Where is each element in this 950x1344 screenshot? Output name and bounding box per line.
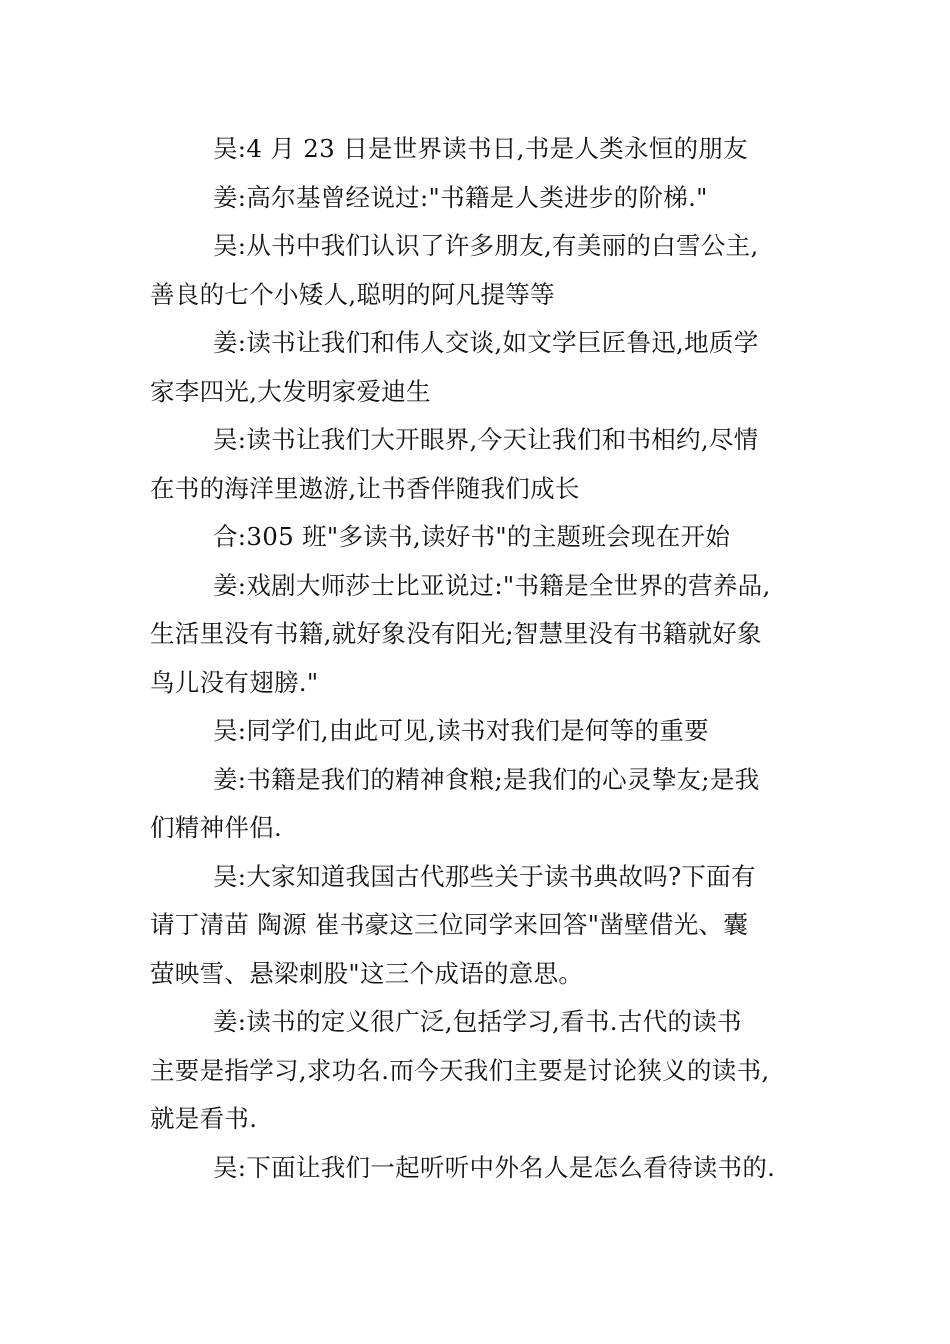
paragraph-line: 在书的海洋里遨游,让书香伴随我们成长 (150, 473, 580, 503)
paragraph (150, 222, 800, 319)
paragraph-line: 合:305 班"多读书,读好书"的主题班会现在开始 (213, 522, 731, 551)
paragraph-line: 姜:读书让我们和伟人交谈,如文学巨匠鲁迅,地质学 (213, 328, 759, 357)
paragraph-line: 吴:同学们,由此可见,读书对我们是何等的重要 (213, 716, 709, 745)
paragraph (150, 707, 800, 756)
paragraph (150, 174, 800, 223)
paragraph-line: 姜:高尔基曾经说过:"书籍是人类进步的阶梯." (213, 182, 708, 212)
paragraph-line: 吴:下面让我们一起听听中外名人是怎么看待读书的. (213, 1152, 776, 1182)
paragraph (150, 853, 800, 999)
paragraph-line: 姜:书籍是我们的精神食粮;是我们的心灵挚友;是我 (213, 764, 760, 794)
paragraph-line: 吴:4 月 23 日是世界读书日,书是人类永恒的朋友 (213, 134, 748, 163)
paragraph-line: 鸟儿没有翅膀." (150, 667, 319, 697)
paragraph-line: 吴:大家知道我国古代那些关于读书典故吗?下面有 (213, 861, 756, 891)
paragraph-line: 家李四光,大发明家爱迪生 (150, 376, 431, 406)
paragraph-line: 生活里没有书籍,就好象没有阳光;智慧里没有书籍就好象 (150, 619, 762, 648)
paragraph-line: 请丁清苗 陶源 崔书豪这三位同学来回答"凿壁借光、囊 (150, 910, 749, 939)
paragraph (150, 125, 800, 174)
document-body (150, 125, 800, 1192)
paragraph (150, 1144, 800, 1193)
paragraph-line: 就是看书. (150, 1104, 258, 1133)
paragraph (150, 562, 800, 708)
paragraph-line: 姜:读书的定义很广泛,包括学习,看书.古代的读书 (213, 1007, 742, 1036)
paragraph-line: 主要是指学习,求功名.而今天我们主要是讨论狭义的读书, (150, 1055, 770, 1085)
paragraph-line: 吴:读书让我们大开眼界,今天让我们和书相约,尽情 (213, 425, 759, 454)
paragraph-line: 们精神伴侣. (150, 813, 283, 842)
paragraph (150, 513, 800, 562)
paragraph-line: 吴:从书中我们认识了许多朋友,有美丽的白雪公主, (213, 231, 759, 260)
paragraph-line: 萤映雪、悬梁刺股"这三个成语的意思。 (150, 958, 584, 988)
paragraph-line: 善良的七个小矮人,聪明的阿凡提等等 (150, 279, 555, 309)
paragraph-line: 姜:戏剧大师莎士比亚说过:"书籍是全世界的营养品, (213, 570, 771, 600)
paragraph (150, 998, 800, 1144)
paragraph (150, 756, 800, 853)
paragraph (150, 416, 800, 513)
paragraph (150, 319, 800, 416)
